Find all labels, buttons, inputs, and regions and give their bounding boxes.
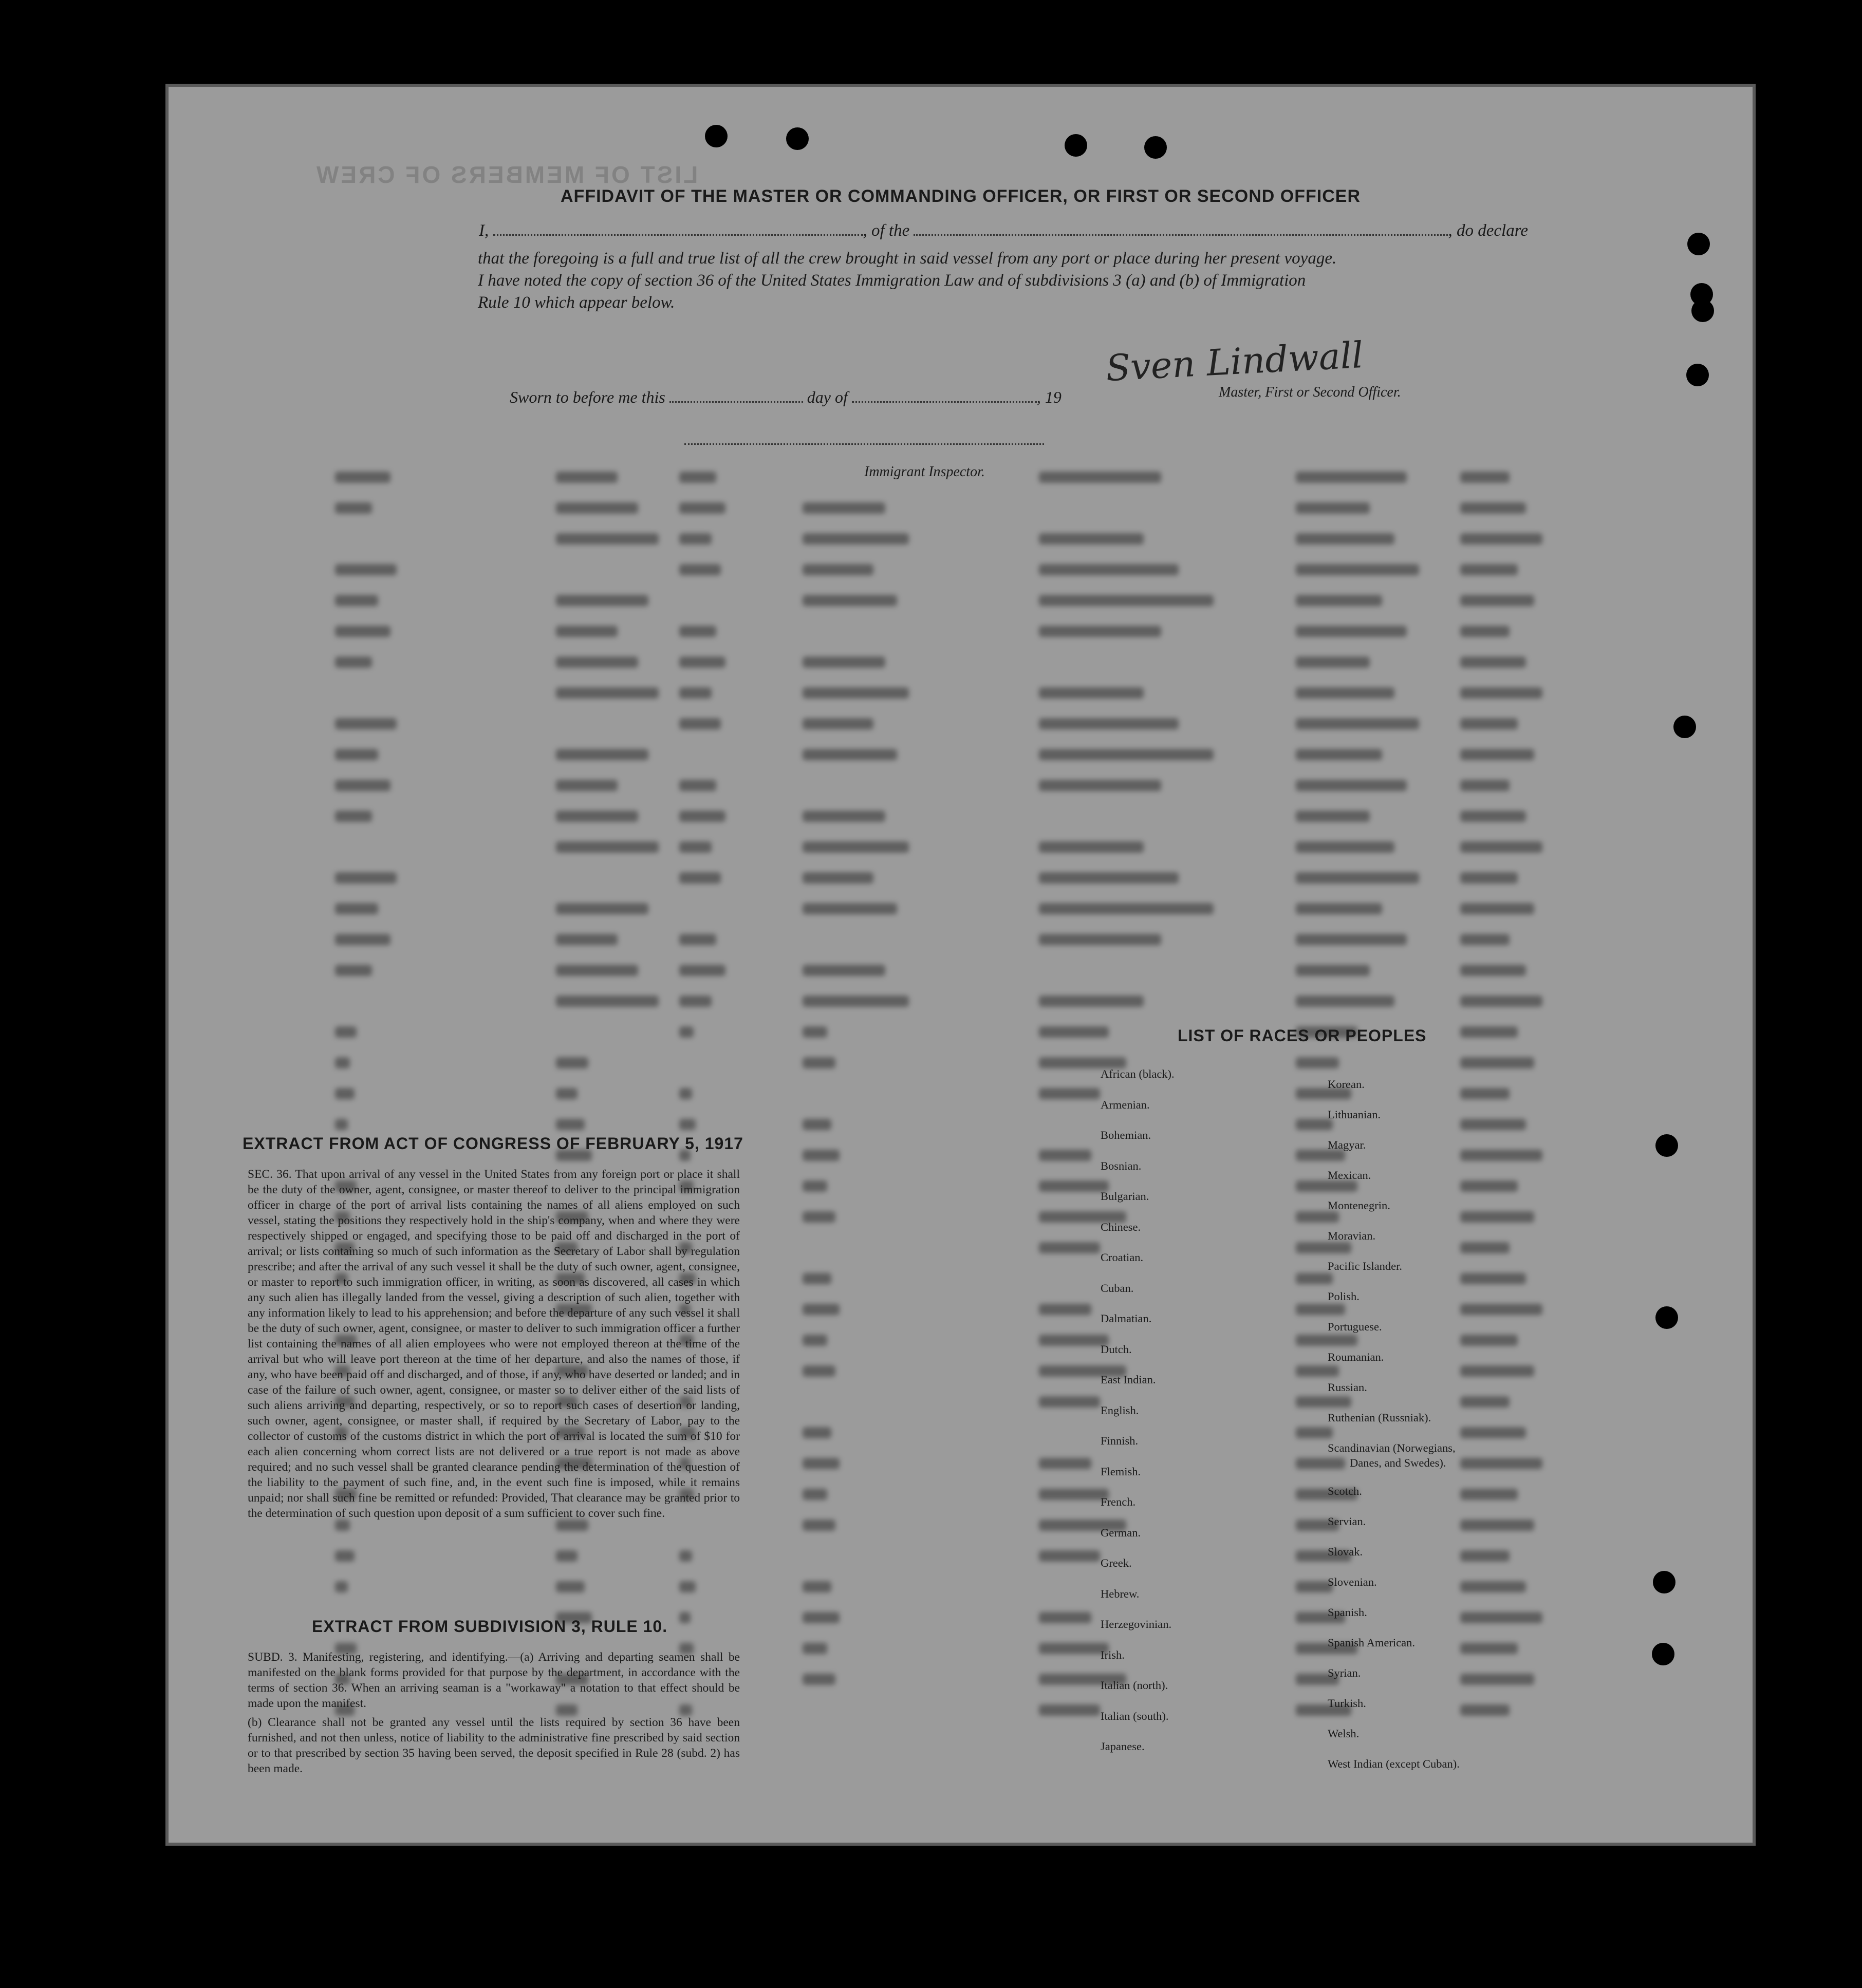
illegible-entry: [1460, 718, 1518, 729]
illegible-entry: [803, 1489, 827, 1500]
illegible-entry: [679, 872, 721, 884]
illegible-entry: [679, 718, 721, 729]
illegible-entry: [335, 502, 372, 514]
illegible-entry: [1296, 872, 1419, 884]
illegible-entry: [1296, 564, 1419, 575]
illegible-entry: [803, 1057, 835, 1068]
race-item: Armenian.: [1101, 1098, 1150, 1111]
illegible-entry: [1039, 780, 1161, 791]
illegible-entry: [1296, 1458, 1345, 1469]
race-item: Slovak.: [1328, 1545, 1363, 1558]
illegible-entry: [1460, 564, 1518, 575]
illegible-entry: [1460, 1088, 1510, 1099]
race-item: Korean.: [1328, 1078, 1365, 1091]
illegible-entry: [556, 533, 659, 545]
illegible-entry: [1460, 1643, 1518, 1654]
race-item: Moravian.: [1328, 1229, 1376, 1242]
illegible-entry: [1460, 657, 1526, 668]
illegible-entry: [803, 1304, 840, 1315]
illegible-entry: [1039, 934, 1161, 945]
race-item: Bosnian.: [1101, 1159, 1142, 1172]
illegible-entry: [679, 564, 721, 575]
punch-hole: [1655, 1306, 1678, 1329]
illegible-entry: [335, 595, 378, 606]
illegible-entry: [679, 780, 716, 791]
illegible-entry: [556, 1520, 588, 1531]
illegible-entry: [1296, 1304, 1345, 1315]
illegible-entry: [1460, 1335, 1518, 1346]
punch-hole: [1686, 364, 1709, 386]
illegible-entry: [803, 1335, 827, 1346]
illegible-entry: [803, 1119, 831, 1130]
race-item: Hebrew.: [1101, 1587, 1140, 1600]
punch-hole: [1655, 1134, 1678, 1157]
punch-hole: [1673, 716, 1696, 738]
illegible-entry: [1460, 1550, 1510, 1562]
illegible-entry: [1039, 903, 1214, 914]
illegible-entry: [803, 1273, 831, 1284]
illegible-entry: [679, 626, 716, 637]
illegible-entry: [803, 903, 897, 914]
punch-hole: [1144, 136, 1167, 159]
manifest-page: [165, 84, 1756, 1846]
illegible-entry: [679, 533, 712, 545]
illegible-entry: [1039, 564, 1179, 575]
race-item: Danes, and Swedes).: [1350, 1456, 1446, 1469]
illegible-entry: [1039, 1180, 1109, 1192]
illegible-entry: [335, 872, 397, 884]
illegible-entry: [803, 1581, 831, 1592]
illegible-entry: [1460, 1674, 1534, 1685]
race-item: Ruthenian (Russniak).: [1328, 1411, 1431, 1424]
illegible-entry: [1460, 780, 1510, 791]
race-item: East Indian.: [1101, 1373, 1156, 1386]
illegible-entry: [556, 996, 659, 1007]
illegible-entry: [803, 841, 909, 853]
illegible-entry: [679, 1088, 692, 1099]
illegible-entry: [679, 965, 725, 976]
race-item: Flemish.: [1101, 1465, 1141, 1478]
illegible-entry: [679, 841, 712, 853]
affidavit-line-2: that the foregoing is a full and true list of all the crew brought in said vessel from any port or place during her present voyage.: [478, 249, 1337, 268]
illegible-entry: [1296, 502, 1370, 514]
illegible-entry: [1039, 1643, 1109, 1654]
illegible-entry: [556, 749, 648, 760]
illegible-entry: [1039, 718, 1179, 729]
punch-hole: [1065, 134, 1087, 157]
illegible-entry: [1296, 1427, 1333, 1438]
illegible-entry: [803, 965, 885, 976]
illegible-entry: [803, 1612, 840, 1623]
illegible-entry: [1039, 1612, 1091, 1623]
illegible-entry: [556, 1088, 578, 1099]
extract-rule-text-a: SUBD. 3. Manifesting, registering, and identifying.—(a) Arriving and departing seamen shall be manifested on the blank forms provided for that purpose by the department, in accordance with the terms of section 36. When an arriving seaman is a "workaway" a notation to that effect should be made upon the manifest.: [248, 1651, 740, 1710]
illegible-entry: [556, 657, 638, 668]
race-item: Bulgarian.: [1101, 1190, 1149, 1203]
affidavit-of-the: , of the: [863, 221, 910, 240]
illegible-entry: [1460, 1273, 1526, 1284]
sworn-day-of: day of: [807, 388, 848, 406]
illegible-entry: [803, 533, 909, 545]
illegible-entry: [1296, 841, 1394, 853]
blank-line: [914, 234, 1448, 236]
race-item: French.: [1101, 1495, 1136, 1508]
illegible-entry: [803, 996, 909, 1007]
illegible-entry: [803, 749, 897, 760]
illegible-entry: [556, 811, 638, 822]
illegible-entry: [1296, 1273, 1333, 1284]
illegible-entry: [803, 595, 897, 606]
illegible-entry: [1460, 1489, 1518, 1500]
race-item: Mexican.: [1328, 1169, 1371, 1181]
race-item: Croatian.: [1101, 1251, 1144, 1264]
race-item: Welsh.: [1328, 1727, 1360, 1740]
illegible-entry: [556, 1057, 588, 1068]
illegible-entry: [1460, 533, 1542, 545]
sworn-line: [510, 388, 1062, 407]
illegible-entry: [335, 1088, 355, 1099]
illegible-entry: [1460, 595, 1534, 606]
affidavit-declare: , do declare: [1448, 221, 1528, 240]
illegible-entry: [556, 965, 638, 976]
signature-caption: Master, First or Second Officer.: [1219, 384, 1401, 400]
extract-act-text: SEC. 36. That upon arrival of any vessel in the United States from any foreign port or place it shall be the duty of the owner, agent, consignee, or master thereof to deliver to the principal immigration officer in charge of the port of arrival lists containing the names of all aliens employed on such vessel, stating the positions they respectively hold in the ship's company, when and where they were respectively shipped or engaged, and specifying those to be paid off and discharged in the port of arrival; or lists containing so much of such information as the Secretary of Labor shall by regulation prescribe; and after the arrival of any such vessel it shall be the duty of such owner, agent, consignee, or master to report to such immigration officer, in writing, as soon as discovered, all cases in which any such alien has illegally landed from the vessel, giving a description of such alien, together with any information likely to lead to his apprehension; and before the departure of any such vessel it shall be the duty of such owner, agent, consignee, or master to deliver to such immigration officer a further list containing the names of all alien employees who were not employed thereon at the time of the arrival but who will leave port thereon at the time of her departure, and also the names of those, if any, who have been paid off and discharged, and of those, if any, who have deserted or landed; and in case of the failure of such owner, agent, consignee, or master so to deliver either of the said lists of such aliens arriving and departing, respectively, or so to report such cases of desertion or landing, such owner, agent, consignee, or master shall, if required by the Secretary of Labor, pay to the collector of customs of the customs district in which the port of arrival is located the sum of $10 for each alien concerning whom correct lists are not delivered or a true report is not made as above required; and no such vessel shall be granted clearance pending the determination of the question of the liability to the payment of such fine, and, in the event such fine is imposed, while it remains unpaid; nor shall such fine be remitted or refunded: Provided, That clearance may be granted prior to the determination of such question upon deposit of a sum sufficient to cover such fine.: [248, 1168, 740, 1520]
illegible-entry: [679, 687, 712, 699]
illegible-entry: [335, 903, 378, 914]
illegible-entry: [1039, 1489, 1109, 1500]
illegible-entry: [556, 595, 648, 606]
illegible-entry: [1039, 1026, 1109, 1038]
affidavit-title: AFFIDAVIT OF THE MASTER OR COMMANDING OFFICER, OR FIRST OR SECOND OFFICER: [561, 186, 1361, 206]
punch-hole: [1687, 233, 1710, 255]
illegible-entry: [335, 1026, 357, 1038]
race-item: Roumanian.: [1328, 1351, 1384, 1363]
illegible-entry: [1460, 1612, 1542, 1623]
race-item: Pacific Islander.: [1328, 1260, 1402, 1272]
illegible-entry: [1039, 595, 1214, 606]
illegible-entry: [1460, 1581, 1526, 1592]
race-item: English.: [1101, 1403, 1139, 1417]
race-item: Greek.: [1101, 1556, 1132, 1569]
inspector-signature-line: [684, 443, 1044, 445]
illegible-entry: [1460, 965, 1526, 976]
illegible-entry: [335, 1119, 348, 1130]
illegible-entry: [1296, 718, 1419, 729]
illegible-entry: [679, 1612, 691, 1623]
illegible-entry: [1039, 1304, 1091, 1315]
race-item: German.: [1101, 1526, 1141, 1539]
illegible-entry: [1460, 841, 1542, 853]
race-item: Herzegovinian.: [1101, 1618, 1172, 1630]
race-item: Dutch.: [1101, 1342, 1132, 1356]
affidavit-i: I,: [479, 221, 489, 240]
illegible-entry: [1460, 1211, 1534, 1223]
race-item: Magyar.: [1328, 1138, 1366, 1151]
illegible-entry: [556, 687, 659, 699]
illegible-entry: [1296, 1242, 1351, 1253]
race-item: Montenegrin.: [1328, 1199, 1390, 1212]
illegible-entry: [803, 872, 873, 884]
extract-rule-title: EXTRACT FROM SUBDIVISION 3, RULE 10.: [312, 1617, 668, 1636]
illegible-entry: [1296, 996, 1394, 1007]
race-item: Dalmatian.: [1101, 1312, 1152, 1325]
illegible-entry: [679, 657, 725, 668]
illegible-entry: [679, 502, 725, 514]
illegible-entry: [1296, 657, 1370, 668]
illegible-entry: [1460, 996, 1542, 1007]
illegible-entry: [803, 1643, 827, 1654]
race-item: African (black).: [1101, 1067, 1175, 1080]
punch-hole: [786, 127, 809, 150]
illegible-entry: [1039, 1458, 1091, 1469]
illegible-entry: [335, 657, 372, 668]
illegible-entry: [679, 1026, 694, 1038]
race-item: Slovenian.: [1328, 1576, 1377, 1588]
illegible-entry: [803, 718, 873, 729]
illegible-entry: [1460, 687, 1542, 699]
illegible-entry: [1460, 502, 1526, 514]
punch-hole: [1691, 299, 1714, 322]
race-item: Finnish.: [1101, 1434, 1139, 1447]
illegible-entry: [803, 1150, 840, 1161]
illegible-entry: [1296, 687, 1394, 699]
illegible-entry: [1296, 626, 1407, 637]
illegible-entry: [1039, 1088, 1100, 1099]
illegible-entry: [1296, 811, 1370, 822]
illegible-entry: [803, 1365, 835, 1377]
illegible-entry: [1039, 872, 1179, 884]
illegible-entry: [335, 472, 390, 483]
illegible-entry: [1460, 1057, 1534, 1068]
illegible-entry: [803, 657, 885, 668]
illegible-entry: [803, 1520, 835, 1531]
illegible-entry: [556, 841, 659, 853]
races-title: LIST OF RACES OR PEOPLES: [1178, 1026, 1427, 1045]
illegible-entry: [1460, 1180, 1518, 1192]
illegible-entry: [803, 502, 885, 514]
race-item: Turkish.: [1328, 1697, 1366, 1710]
illegible-entry: [335, 965, 372, 976]
race-item: Syrian.: [1328, 1666, 1361, 1679]
race-item: Italian (north).: [1101, 1679, 1168, 1692]
illegible-entry: [335, 780, 390, 791]
illegible-entry: [1296, 1365, 1339, 1377]
illegible-entry: [1296, 934, 1407, 945]
race-item: Portuguese.: [1328, 1320, 1382, 1333]
sworn-prefix: Sworn to before me this: [510, 388, 665, 406]
illegible-entry: [1039, 749, 1214, 760]
race-item: Scotch.: [1328, 1485, 1362, 1497]
illegible-entry: [803, 1674, 835, 1685]
illegible-entry: [1039, 1550, 1100, 1562]
illegible-entry: [1296, 1211, 1339, 1223]
illegible-entry: [1296, 1057, 1339, 1068]
illegible-entry: [1460, 1150, 1542, 1161]
illegible-entry: [556, 472, 618, 483]
affidavit-line-3: I have noted the copy of section 36 of the United States Immigration Law and of subdivisions 3 (a) and (b) of Immigration: [478, 271, 1306, 290]
illegible-entry: [1460, 626, 1510, 637]
illegible-entry: [1460, 1427, 1526, 1438]
illegible-entry: [1460, 472, 1510, 483]
affidavit-line-1: [479, 221, 1528, 240]
race-item: Japanese.: [1101, 1740, 1145, 1753]
illegible-entry: [335, 811, 372, 822]
illegible-entry: [1460, 1026, 1518, 1038]
race-item: Spanish.: [1328, 1606, 1367, 1619]
illegible-entry: [1296, 533, 1394, 545]
illegible-entry: [556, 1581, 585, 1592]
punch-hole: [1653, 1571, 1675, 1593]
illegible-entry: [1039, 472, 1161, 483]
blank-line: [493, 234, 863, 236]
race-item: Polish.: [1328, 1290, 1360, 1303]
sworn-year: , 19: [1036, 388, 1062, 406]
illegible-entry: [556, 502, 638, 514]
blank-line: [669, 401, 803, 403]
illegible-entry: [556, 934, 618, 945]
race-item: Irish.: [1101, 1648, 1125, 1661]
illegible-entry: [1039, 1335, 1109, 1346]
illegible-entry: [1296, 749, 1382, 760]
illegible-entry: [1039, 996, 1144, 1007]
bleed-through-text: LIST OF MEMBERS OF CREW: [314, 161, 698, 188]
illegible-entry: [1460, 1520, 1534, 1531]
illegible-entry: [679, 1550, 692, 1562]
illegible-entry: [1460, 872, 1518, 884]
illegible-entry: [1460, 749, 1534, 760]
illegible-entry: [679, 996, 712, 1007]
illegible-entry: [1460, 1304, 1542, 1315]
illegible-entry: [1460, 934, 1510, 945]
illegible-entry: [679, 1581, 696, 1592]
illegible-entry: [335, 1581, 348, 1592]
illegible-entry: [1296, 965, 1370, 976]
illegible-entry: [1296, 780, 1407, 791]
illegible-entry: [556, 626, 618, 637]
illegible-entry: [1460, 1242, 1510, 1253]
illegible-entry: [335, 934, 390, 945]
illegible-entry: [1039, 1057, 1126, 1068]
illegible-entry: [1296, 1335, 1357, 1346]
illegible-entry: [1460, 1396, 1510, 1408]
race-item: Chinese.: [1101, 1220, 1141, 1233]
punch-hole: [1652, 1643, 1674, 1665]
illegible-entry: [679, 472, 716, 483]
illegible-entry: [1460, 1704, 1510, 1716]
illegible-entry: [803, 687, 909, 699]
illegible-entry: [679, 934, 716, 945]
race-item: Russian.: [1328, 1381, 1367, 1394]
inspector-caption: Immigrant Inspector.: [864, 464, 985, 480]
extract-act-title: EXTRACT FROM ACT OF CONGRESS OF FEBRUARY 5, 1917: [243, 1134, 743, 1153]
illegible-entry: [335, 626, 390, 637]
punch-hole: [705, 125, 728, 147]
illegible-entry: [1460, 811, 1526, 822]
illegible-entry: [1039, 1150, 1091, 1161]
master-signature: Sven Lindwall: [1105, 333, 1365, 390]
illegible-entry: [1296, 595, 1382, 606]
illegible-entry: [335, 1550, 355, 1562]
illegible-entry: [1296, 1180, 1357, 1192]
illegible-entry: [1296, 903, 1382, 914]
illegible-entry: [1460, 1119, 1526, 1130]
race-item: West Indian (except Cuban).: [1328, 1757, 1460, 1770]
illegible-entry: [803, 564, 873, 575]
illegible-entry: [1039, 626, 1161, 637]
illegible-entry: [803, 1211, 835, 1223]
illegible-entry: [335, 718, 397, 729]
race-item: Cuban.: [1101, 1281, 1134, 1295]
illegible-entry: [1460, 1365, 1534, 1377]
illegible-entry: [679, 1119, 696, 1130]
illegible-entry: [803, 1026, 827, 1038]
race-item: Lithuanian.: [1328, 1108, 1381, 1121]
illegible-entry: [556, 780, 618, 791]
illegible-entry: [335, 1520, 350, 1531]
illegible-entry: [803, 811, 885, 822]
illegible-entry: [1460, 1458, 1542, 1469]
affidavit-line-4: Rule 10 which appear below.: [478, 293, 675, 312]
illegible-entry: [1039, 1704, 1100, 1716]
illegible-entry: [335, 564, 397, 575]
illegible-entry: [679, 811, 725, 822]
race-item: Italian (south).: [1101, 1709, 1169, 1722]
race-item: Spanish American.: [1328, 1636, 1415, 1649]
blank-line: [852, 401, 1037, 403]
illegible-entry: [335, 749, 378, 760]
illegible-entry: [1039, 1242, 1100, 1253]
illegible-entry: [1296, 1396, 1351, 1408]
race-item: Scandinavian (Norwegians,: [1328, 1441, 1456, 1454]
illegible-entry: [1039, 1396, 1100, 1408]
illegible-entry: [556, 1119, 585, 1130]
illegible-entry: [1039, 841, 1144, 853]
illegible-entry: [1039, 533, 1144, 545]
race-item: Bohemian.: [1101, 1129, 1151, 1141]
illegible-entry: [1460, 903, 1534, 914]
illegible-entry: [556, 1550, 578, 1562]
illegible-entry: [803, 1180, 827, 1192]
race-item: Servian.: [1328, 1515, 1366, 1528]
illegible-entry: [1296, 472, 1407, 483]
illegible-entry: [803, 1458, 840, 1469]
illegible-entry: [803, 1427, 831, 1438]
extract-rule-text-b: (b) Clearance shall not be granted any vessel until the lists required by section 36 have been furnished, and not then unless, notice of liability to the administrative fine prescribed by said section or to that prescribed by section 35 having been served, the deposit specified in Rule 28 (subd. 2) has been made.: [248, 1716, 740, 1775]
illegible-entry: [556, 903, 648, 914]
illegible-entry: [1039, 687, 1144, 699]
illegible-entry: [335, 1057, 350, 1068]
